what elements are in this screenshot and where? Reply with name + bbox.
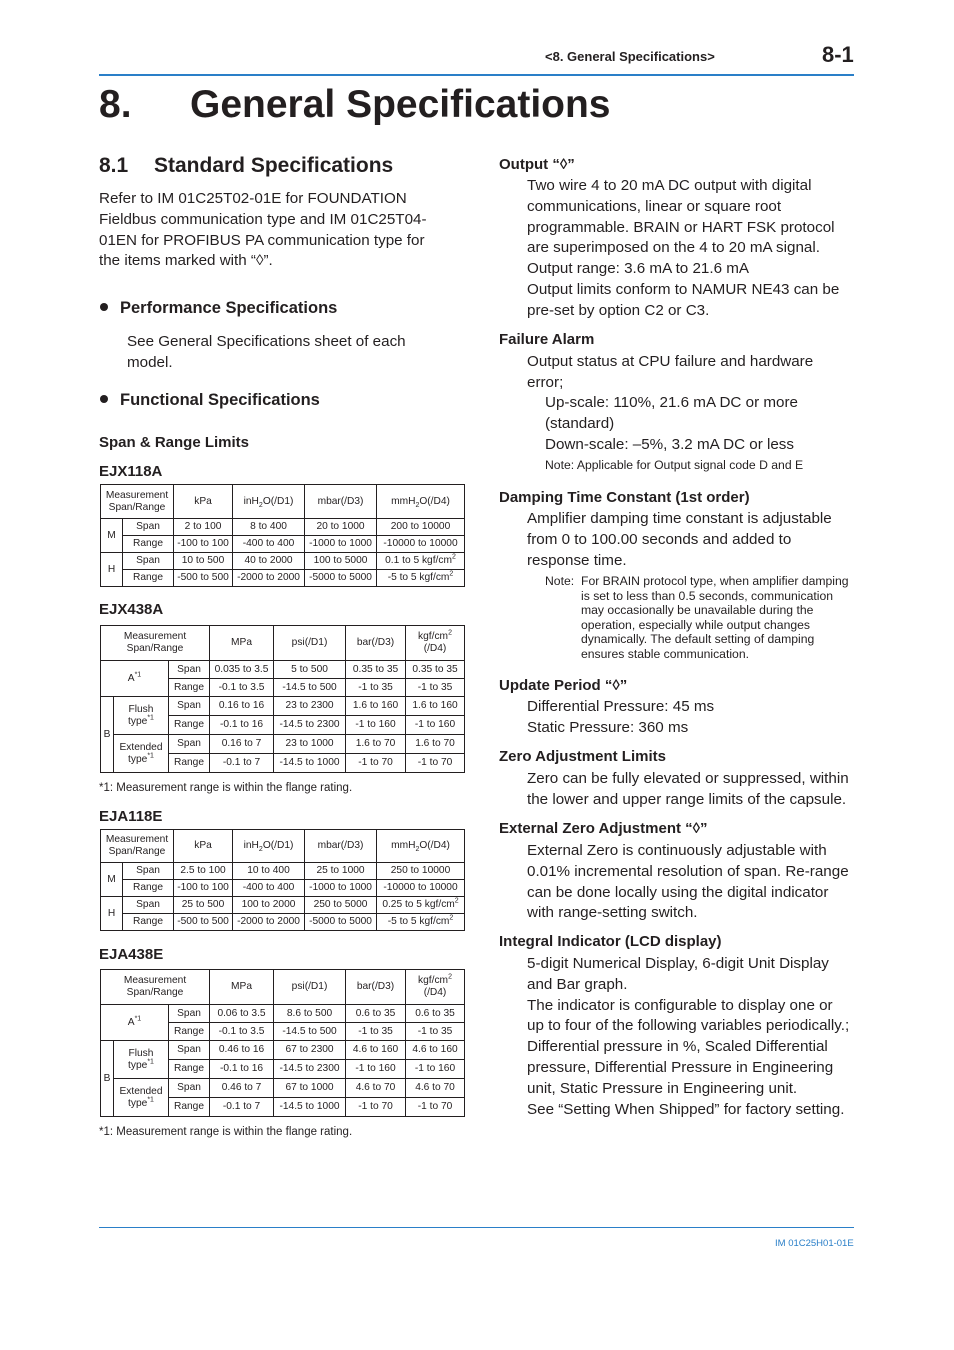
text-line: See General Specifications sheet of each: [127, 333, 406, 350]
text-line: 5-digit Numerical Display, 6-digit Unit Display: [527, 955, 829, 972]
table-cell: -1 to 70: [406, 754, 465, 773]
text-line: Two wire 4 to 20 mA DC output with digital: [527, 177, 812, 194]
text-line: The indicator is configurable to display one or: [527, 996, 833, 1014]
header-cell: psi(/D1): [274, 626, 346, 661]
text-line: See “Setting When Shipped” for factory setting.: [527, 1100, 845, 1118]
table-cell: Span: [123, 519, 174, 536]
table-cell: 5 to 500: [274, 661, 346, 679]
header-cell: kgf/$cm^2$ (/D4): [406, 970, 465, 1005]
table-cell: -5 to 5 kgf/$cm^2$: [377, 914, 465, 931]
header-cell: kPa: [174, 485, 233, 519]
table-cell: 25 to 500: [174, 897, 233, 914]
table-cell: Span: [123, 553, 174, 570]
row-sub-label: Extended type$^{*1}$: [114, 735, 169, 773]
table-cell: 8 to 400: [233, 519, 305, 536]
text-line: programmable. BRAIN or HART FSK protocol: [527, 218, 835, 236]
table-cell: 67 to 2300: [274, 1041, 346, 1060]
table-cell: 20 to 1000: [305, 519, 377, 536]
text-line: from 0 to 100.00 seconds and added to: [527, 530, 792, 548]
table-cell: 4.6 to 160: [406, 1041, 465, 1060]
table-cell: 0.46 to 7: [210, 1079, 274, 1098]
table-cell: 250 to 10000: [377, 863, 465, 880]
table-cell: Range: [123, 880, 174, 897]
row-group-label: M: [101, 863, 123, 897]
table-cell: 0.35 to 35: [406, 661, 465, 679]
table-cell: 0.035 to 3.5: [210, 661, 274, 679]
output-body: [527, 176, 839, 322]
table-cell: -0.1 to 7: [210, 1098, 274, 1117]
zero-body: [527, 769, 849, 811]
text-line: Up-scale: 110%, 21.6 mA DC or more: [545, 394, 798, 411]
text-line: External Zero is continuously adjustable with: [527, 842, 827, 859]
table-cell: 4.6 to 70: [346, 1079, 406, 1098]
table-cell: -1000 to 1000: [305, 536, 377, 553]
table-cell: -1000 to 1000: [305, 880, 377, 897]
table-cell: 0.16 to 16: [210, 697, 274, 716]
text-line: error;: [527, 373, 564, 391]
intro-paragraph: [99, 189, 459, 272]
text-line: Output limits conform to NAMUR NE43 can be: [527, 280, 840, 298]
table-cell: -400 to 400: [233, 536, 305, 553]
table-cell: 25 to 1000: [305, 863, 377, 880]
text-line: (standard): [545, 414, 615, 432]
table-cell: -1 to 160: [346, 716, 406, 735]
table-cell: 2 to 100: [174, 519, 233, 536]
eja438e-title: EJA438E: [99, 946, 164, 963]
table-cell: 0.25 to 5 kgf/$cm^2$: [377, 897, 465, 914]
table-cell: Range: [169, 1060, 210, 1079]
table-cell: Span: [169, 735, 210, 754]
heading-text: Performance Specifications: [120, 299, 338, 317]
table-cell: 1.6 to 160: [346, 697, 406, 716]
table-cell: -0.1 to 3.5: [210, 1023, 274, 1041]
text-line: model.: [127, 353, 173, 371]
row-group-label: $A^{*1}$: [101, 661, 169, 697]
table-cell: -1 to 35: [406, 679, 465, 697]
table-cell: 200 to 10000: [377, 519, 465, 536]
section-title-text: Standard Specifications: [154, 154, 394, 177]
header-cell: mbar(/D3): [305, 485, 377, 519]
table-cell: 0.06 to 3.5: [210, 1005, 274, 1023]
table-cell: -1 to 35: [346, 1023, 406, 1041]
table-cell: 1.6 to 70: [406, 735, 465, 754]
ejx118a-table: [100, 484, 465, 587]
row-sub-label: Flush type$^{*1}$: [114, 697, 169, 735]
ext-zero-body: [527, 841, 849, 924]
header-cell: MPa: [210, 970, 274, 1005]
table-cell: 100 to 5000: [305, 553, 377, 570]
text-line: are superimposed on the 4 to 20 mA signal.: [527, 239, 820, 257]
footer-rule: [99, 1227, 854, 1228]
table-cell: 0.16 to 7: [210, 735, 274, 754]
text-line: Fieldbus communication type and IM 01C25T04-: [99, 210, 427, 228]
table-cell: 67 to 1000: [274, 1079, 346, 1098]
ejx438a-title: EJX438A: [99, 601, 164, 618]
text-line: response time.: [527, 551, 627, 569]
table-cell: 0.6 to 35: [406, 1005, 465, 1023]
header-cell: mmH$_2$O(/D4): [377, 830, 465, 863]
table-cell: -1 to 70: [346, 754, 406, 773]
row-sub-label: Extended type$^{*1}$: [114, 1079, 169, 1117]
table-cell: Range: [123, 914, 174, 931]
table-cell: 10 to 500: [174, 553, 233, 570]
table-cell: Span: [169, 661, 210, 679]
table-cell: Range: [169, 1023, 210, 1041]
text-line: Static Pressure: 360 ms: [527, 718, 689, 736]
header-cell: inH$_2$O(/D1): [233, 830, 305, 863]
header-cell: mmH$_2$O(/D4): [377, 485, 465, 519]
table-cell: -14.5 to 2300: [274, 1060, 346, 1079]
table-cell: 1.6 to 160: [406, 697, 465, 716]
table-cell: Range: [123, 570, 174, 587]
text-line: Differential pressure in %, Scaled Differential: [527, 1038, 828, 1056]
heading-text: Functional Specifications: [120, 391, 320, 409]
header-cell: bar(/D3): [346, 970, 406, 1005]
text-line: communications, linear or square root: [527, 197, 782, 215]
text-line: pressure, Differential Pressure in Engineering: [527, 1058, 834, 1076]
table-cell: 40 to 2000: [233, 553, 305, 570]
text-line: can be done locally using the digital indicator: [527, 883, 829, 901]
table-cell: 23 to 2300: [274, 697, 346, 716]
chapter-title-text: General Specifications: [190, 83, 611, 126]
text-line: Output range: 3.6 mA to 21.6 mA: [527, 260, 750, 278]
text-line: with range-setting switch.: [527, 904, 698, 922]
table-cell: -1 to 160: [406, 716, 465, 735]
text-line: 01EN for PROFIBUS PA communication type for: [99, 231, 425, 249]
page-number: 8-1: [822, 42, 854, 67]
table-cell: 4.6 to 160: [346, 1041, 406, 1060]
header-cell: kPa: [174, 830, 233, 863]
table-cell: -0.1 to 3.5: [210, 679, 274, 697]
damping-heading: Damping Time Constant (1st order): [499, 489, 750, 506]
bullet-icon: [100, 303, 108, 311]
text-line: the lower and upper range limits of the capsule.: [527, 790, 847, 808]
text-line: 0.01% incremental resolution of span. Re-range: [527, 862, 849, 880]
table-cell: Range: [169, 679, 210, 697]
lcd-body: [527, 954, 849, 1120]
ejx118a-title: EJX118A: [99, 463, 163, 480]
table-cell: -0.1 to 16: [210, 1060, 274, 1079]
row-sub-label: Flush type$^{*1}$: [114, 1041, 169, 1079]
table-cell: -2000 to 2000: [233, 914, 305, 931]
failure-body: [527, 352, 813, 394]
table-cell: 1.6 to 70: [346, 735, 406, 754]
table-cell: Range: [169, 716, 210, 735]
table-cell: -14.5 to 500: [274, 679, 346, 697]
table-cell: 4.6 to 70: [406, 1079, 465, 1098]
text-line: pre-set by option C2 or C3.: [527, 301, 710, 319]
table-cell: Span: [169, 1005, 210, 1023]
table-cell: -1 to 35: [346, 679, 406, 697]
table-cell: -400 to 400: [233, 880, 305, 897]
table-cell: -14.5 to 1000: [274, 1098, 346, 1117]
text-line: Amplifier damping time constant is adjustable: [527, 510, 832, 527]
performance-body: [127, 332, 406, 374]
table-cell: 0.46 to 16: [210, 1041, 274, 1060]
text-line: and Bar graph.: [527, 975, 628, 993]
table-cell: 100 to 2000: [233, 897, 305, 914]
eja438e-footnote: *1: Measurement range is within the flange rating.: [99, 1126, 353, 1138]
ejx438a-table: [100, 625, 465, 773]
table-cell: -0.1 to 7: [210, 754, 274, 773]
table-cell: -1 to 160: [406, 1060, 465, 1079]
header-rule: [99, 74, 854, 76]
table-cell: 0.35 to 35: [346, 661, 406, 679]
performance-heading: [100, 299, 337, 318]
text-line: Differential Pressure: 45 ms: [527, 698, 715, 715]
lcd-heading: Integral Indicator (LCD display): [499, 933, 722, 950]
table-cell: Span: [169, 1079, 210, 1098]
table-cell: -14.5 to 1000: [274, 754, 346, 773]
table-cell: Range: [169, 754, 210, 773]
table-cell: -0.1 to 16: [210, 716, 274, 735]
table-cell: -14.5 to 2300: [274, 716, 346, 735]
ejx438a-footnote: *1: Measurement range is within the flange rating.: [99, 782, 353, 794]
header-cell: Measurement Span/Range: [101, 626, 210, 661]
header-cell: Measurement Span/Range: [101, 830, 174, 863]
update-body: [527, 697, 714, 739]
table-cell: 10 to 400: [233, 863, 305, 880]
table-cell: 2.5 to 100: [174, 863, 233, 880]
header-cell: MPa: [210, 626, 274, 661]
bullet-icon: [100, 395, 108, 403]
ext-zero-heading: External Zero Adjustment “◊”: [499, 820, 708, 837]
text-line: Refer to IM 01C25T02-01E for FOUNDATION: [99, 190, 407, 207]
update-heading: Update Period “◊”: [499, 677, 628, 694]
table-cell: -1 to 35: [406, 1023, 465, 1041]
damping-body: [527, 509, 832, 571]
eja118e-title: EJA118E: [99, 808, 163, 825]
table-cell: Range: [123, 536, 174, 553]
chapter-title: [99, 82, 611, 128]
text-line: Zero can be fully elevated or suppressed, within: [527, 770, 849, 787]
failure-sub: [545, 393, 798, 455]
table-cell: -10000 to 10000: [377, 536, 465, 553]
text-line: the items marked with “◊”.: [99, 252, 273, 270]
header-cell: kgf/$cm^2$ (/D4): [406, 626, 465, 661]
table-cell: Span: [169, 697, 210, 716]
row-group-label: H: [101, 897, 123, 931]
table-cell: -5000 to 5000: [305, 570, 377, 587]
document-number: IM 01C25H01-01E: [775, 1238, 854, 1249]
table-cell: 250 to 5000: [305, 897, 377, 914]
note-line: For BRAIN protocol type, when amplifier damping: [581, 574, 849, 588]
damping-note-label: Note:: [545, 574, 575, 588]
note-line: operation, especially while output changes: [581, 617, 811, 632]
failure-heading: Failure Alarm: [499, 331, 595, 348]
note-line: is set to less than 0.5 seconds, communication: [581, 588, 834, 603]
table-cell: Span: [123, 863, 174, 880]
text-line: unit, Static Pressure in Engineering unit.: [527, 1079, 798, 1097]
row-group-label: B: [101, 697, 114, 773]
damping-note: [581, 574, 849, 662]
table-cell: -1 to 70: [346, 1098, 406, 1117]
header-cell: bar(/D3): [346, 626, 406, 661]
text-line: Output status at CPU failure and hardware: [527, 353, 814, 370]
header-cell: Measurement Span/Range: [101, 485, 174, 519]
chapter-number: 8.: [99, 83, 132, 126]
zero-heading: Zero Adjustment Limits: [499, 748, 666, 765]
table-cell: -1 to 160: [346, 1060, 406, 1079]
note-line: dynamically. The default setting of damping: [581, 632, 815, 647]
eja438e-table: [100, 969, 465, 1117]
note-line: may occasionally be unavailable during the: [581, 603, 814, 618]
row-group-label: M: [101, 519, 123, 553]
table-cell: -100 to 100: [174, 880, 233, 897]
row-group-label: H: [101, 553, 123, 587]
table-cell: -100 to 100: [174, 536, 233, 553]
table-cell: -10000 to 10000: [377, 880, 465, 897]
eja118e-table: [100, 829, 465, 931]
row-group-label: B: [101, 1041, 114, 1117]
table-cell: -500 to 500: [174, 570, 233, 587]
table-cell: -5000 to 5000: [305, 914, 377, 931]
table-cell: -14.5 to 500: [274, 1023, 346, 1041]
table-cell: Range: [169, 1098, 210, 1117]
header-cell: psi(/D1): [274, 970, 346, 1005]
table-cell: 8.6 to 500: [274, 1005, 346, 1023]
text-line: up to four of the following variables periodically.;: [527, 1017, 850, 1035]
header-cell: inH$_2$O(/D1): [233, 485, 305, 519]
failure-note: Note: Applicable for Output signal code D and E: [545, 458, 804, 472]
section-title: [99, 154, 393, 178]
row-group-label: $A^{*1}$: [101, 1005, 169, 1041]
header-cell: Measurement Span/Range: [101, 970, 210, 1005]
text-line: Down-scale: –5%, 3.2 mA DC or less: [545, 435, 794, 453]
table-cell: -500 to 500: [174, 914, 233, 931]
table-cell: Span: [169, 1041, 210, 1060]
table-cell: Span: [123, 897, 174, 914]
output-heading: Output “◊”: [499, 156, 575, 173]
table-cell: -5 to 5 kgf/$cm^2$: [377, 570, 465, 587]
header-cell: mbar(/D3): [305, 830, 377, 863]
running-header: <8. General Specifications>: [545, 49, 715, 64]
note-line: ensures stable communication.: [581, 646, 750, 661]
span-range-heading: Span & Range Limits: [99, 434, 250, 451]
table-cell: -1 to 70: [406, 1098, 465, 1117]
table-cell: 23 to 1000: [274, 735, 346, 754]
functional-heading: [100, 391, 320, 410]
table-cell: 0.6 to 35: [346, 1005, 406, 1023]
table-cell: 0.1 to 5 kgf/$cm^2$: [377, 553, 465, 570]
section-number: 8.1: [99, 154, 129, 177]
table-cell: -2000 to 2000: [233, 570, 305, 587]
